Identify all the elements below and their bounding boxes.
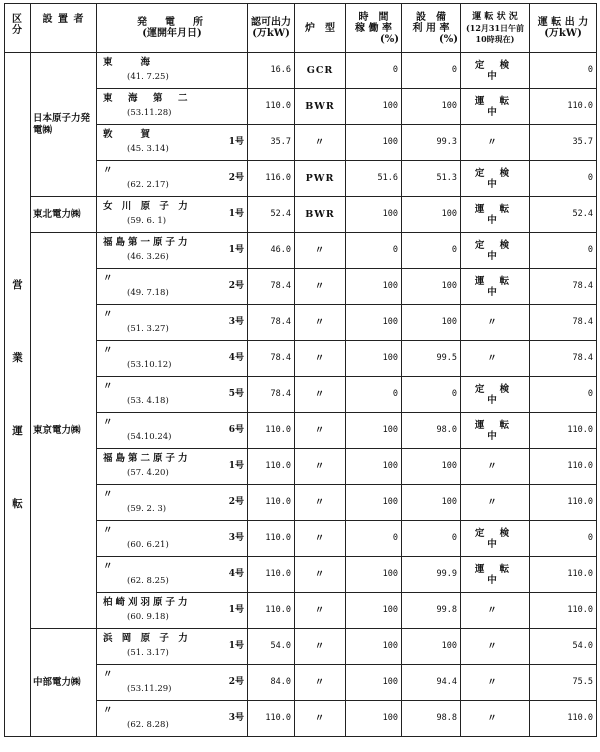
plant-name: 〃 xyxy=(103,561,116,572)
plant-unit: 4号 xyxy=(228,569,244,579)
operator-cell: 東京電力㈱ xyxy=(31,233,97,629)
status-cell: 〃 xyxy=(461,701,530,737)
plant-cell xyxy=(97,305,248,341)
time-rate-cell: 100 xyxy=(346,413,402,449)
status-cell: 定 検 中 xyxy=(461,377,530,413)
capacity-cell: 110.0 xyxy=(248,521,295,557)
capacity-cell: 110.0 xyxy=(248,485,295,521)
plant-cell xyxy=(97,593,248,629)
output-cell: 78.4 xyxy=(530,305,597,341)
status-cell: 定 検 中 xyxy=(461,521,530,557)
header-kyoka: 認可出力 (万kW) xyxy=(248,4,295,53)
plant-start-date: (46. 3.26) xyxy=(127,252,169,262)
output-cell: 54.0 xyxy=(530,629,597,665)
status-cell: 運 転 中 xyxy=(461,413,530,449)
facility-rate-cell: 100 xyxy=(402,269,461,305)
output-cell: 0 xyxy=(530,233,597,269)
plant-name: 福島第一原子力 xyxy=(103,237,191,248)
plant-cell xyxy=(97,53,248,89)
plant-cell xyxy=(97,161,248,197)
capacity-cell: 116.0 xyxy=(248,161,295,197)
facility-rate-cell: 99.9 xyxy=(402,557,461,593)
output-cell: 0 xyxy=(530,377,597,413)
plant-name: 〃 xyxy=(103,345,116,356)
plant-start-date: (62. 8.25) xyxy=(127,576,169,586)
reactor-type-cell: GCR xyxy=(295,53,346,89)
reactor-type-cell: 〃 xyxy=(295,449,346,485)
capacity-cell: 84.0 xyxy=(248,665,295,701)
capacity-cell: 110.0 xyxy=(248,89,295,125)
output-cell: 35.7 xyxy=(530,125,597,161)
plant-cell xyxy=(97,557,248,593)
header-unten: 運 転 状 況 (12月31日午前10時現在) xyxy=(461,4,530,53)
output-cell: 110.0 xyxy=(530,557,597,593)
output-cell: 0 xyxy=(530,53,597,89)
plant-unit: 2号 xyxy=(228,497,244,507)
plant-cell xyxy=(97,89,248,125)
capacity-cell: 110.0 xyxy=(248,449,295,485)
plant-name: 〃 xyxy=(103,525,116,536)
plant-start-date: (53. 4.18) xyxy=(127,396,169,406)
plant-cell xyxy=(97,521,248,557)
header-row xyxy=(5,4,597,53)
reactor-type-cell: 〃 xyxy=(295,665,346,701)
capacity-cell: 46.0 xyxy=(248,233,295,269)
plant-name: 東 海 xyxy=(103,57,154,68)
plant-cell xyxy=(97,197,248,233)
capacity-cell: 52.4 xyxy=(248,197,295,233)
plant-name: 〃 xyxy=(103,381,116,392)
time-rate-cell: 100 xyxy=(346,629,402,665)
time-rate-cell: 0 xyxy=(346,53,402,89)
capacity-cell: 110.0 xyxy=(248,557,295,593)
status-cell: 運 転 中 xyxy=(461,89,530,125)
time-rate-cell: 0 xyxy=(346,521,402,557)
plant-cell xyxy=(97,485,248,521)
header-rogata: 炉 型 xyxy=(295,4,346,53)
header-hatsudensho: 発 電 所 (運開年月日) xyxy=(97,4,248,53)
plant-start-date: (41. 7.25) xyxy=(127,72,169,82)
plant-name: 〃 xyxy=(103,669,116,680)
plant-start-date: (53.11.28) xyxy=(127,108,172,118)
reactor-type-cell: PWR xyxy=(295,161,346,197)
plant-name: 浜 岡 原 子 力 xyxy=(103,633,191,644)
plant-name: 敦 賀 xyxy=(103,129,154,140)
plant-unit: 4号 xyxy=(228,353,244,363)
header-setsubi: 設 備 利 用 率 (%) xyxy=(402,4,461,53)
table-row xyxy=(5,233,597,269)
status-cell: 定 検 中 xyxy=(461,53,530,89)
output-cell: 110.0 xyxy=(530,89,597,125)
plant-unit: 2号 xyxy=(228,677,244,687)
reactor-type-cell: BWR xyxy=(295,197,346,233)
output-cell: 0 xyxy=(530,521,597,557)
plant-unit: 2号 xyxy=(228,281,244,291)
reactor-type-cell: 〃 xyxy=(295,125,346,161)
table-row xyxy=(5,53,597,89)
time-rate-cell: 100 xyxy=(346,449,402,485)
output-cell: 110.0 xyxy=(530,413,597,449)
header-kubun: 区分 xyxy=(5,4,31,53)
facility-rate-cell: 94.4 xyxy=(402,665,461,701)
status-cell: 運 転 中 xyxy=(461,557,530,593)
output-cell: 78.4 xyxy=(530,269,597,305)
plant-cell xyxy=(97,377,248,413)
facility-rate-cell: 100 xyxy=(402,89,461,125)
time-rate-cell: 100 xyxy=(346,665,402,701)
facility-rate-cell: 100 xyxy=(402,197,461,233)
plant-start-date: (53.10.12) xyxy=(127,360,172,370)
plant-name: 東 海 第 二 xyxy=(103,93,191,104)
plant-unit: 1号 xyxy=(228,641,244,651)
time-rate-cell: 100 xyxy=(346,125,402,161)
reactor-type-cell: 〃 xyxy=(295,341,346,377)
reactor-type-cell: BWR xyxy=(295,89,346,125)
plant-name: 柏崎刈羽原子力 xyxy=(103,597,191,608)
plant-cell xyxy=(97,413,248,449)
time-rate-cell: 51.6 xyxy=(346,161,402,197)
facility-rate-cell: 0 xyxy=(402,233,461,269)
time-rate-cell: 100 xyxy=(346,197,402,233)
status-cell: 〃 xyxy=(461,629,530,665)
header-unten-output: 運 転 出 力 (万kW) xyxy=(530,4,597,53)
reactor-type-cell: 〃 xyxy=(295,701,346,737)
output-cell: 110.0 xyxy=(530,449,597,485)
status-cell: 〃 xyxy=(461,305,530,341)
plant-start-date: (62. 8.28) xyxy=(127,720,169,730)
output-cell: 110.0 xyxy=(530,485,597,521)
capacity-cell: 16.6 xyxy=(248,53,295,89)
nuclear-plant-table xyxy=(4,3,597,737)
plant-start-date: (57. 4.20) xyxy=(127,468,169,478)
plant-unit: 2号 xyxy=(228,173,244,183)
capacity-cell: 78.4 xyxy=(248,341,295,377)
plant-start-date: (54.10.24) xyxy=(127,432,172,442)
capacity-cell: 35.7 xyxy=(248,125,295,161)
plant-name: 〃 xyxy=(103,273,116,284)
reactor-type-cell: 〃 xyxy=(295,413,346,449)
reactor-type-cell: 〃 xyxy=(295,557,346,593)
plant-start-date: (60. 6.21) xyxy=(127,540,169,550)
status-cell: 〃 xyxy=(461,665,530,701)
facility-rate-cell: 100 xyxy=(402,485,461,521)
output-cell: 0 xyxy=(530,161,597,197)
facility-rate-cell: 98.0 xyxy=(402,413,461,449)
facility-rate-cell: 100 xyxy=(402,449,461,485)
reactor-type-cell: 〃 xyxy=(295,305,346,341)
table-row xyxy=(5,629,597,665)
facility-rate-cell: 100 xyxy=(402,305,461,341)
plant-unit: 1号 xyxy=(228,209,244,219)
facility-rate-cell: 99.5 xyxy=(402,341,461,377)
plant-cell xyxy=(97,125,248,161)
time-rate-cell: 100 xyxy=(346,89,402,125)
facility-rate-cell: 99.3 xyxy=(402,125,461,161)
plant-name: 〃 xyxy=(103,309,116,320)
output-cell: 110.0 xyxy=(530,701,597,737)
status-cell: 運 転 中 xyxy=(461,269,530,305)
status-cell: 〃 xyxy=(461,341,530,377)
status-cell: 〃 xyxy=(461,449,530,485)
plant-start-date: (53.11.29) xyxy=(127,684,172,694)
plant-unit: 5号 xyxy=(228,389,244,399)
facility-rate-cell: 98.8 xyxy=(402,701,461,737)
plant-name: 福島第二原子力 xyxy=(103,453,191,464)
time-rate-cell: 0 xyxy=(346,377,402,413)
time-rate-cell: 0 xyxy=(346,233,402,269)
category-char: 業 xyxy=(12,351,23,364)
capacity-cell: 78.4 xyxy=(248,377,295,413)
plant-cell xyxy=(97,701,248,737)
reactor-type-cell: 〃 xyxy=(295,233,346,269)
capacity-cell: 110.0 xyxy=(248,413,295,449)
status-cell: 〃 xyxy=(461,125,530,161)
reactor-type-cell: 〃 xyxy=(295,377,346,413)
reactor-type-cell: 〃 xyxy=(295,485,346,521)
plant-start-date: (59. 2. 3) xyxy=(127,504,167,514)
status-cell: 〃 xyxy=(461,485,530,521)
plant-start-date: (60. 9.18) xyxy=(127,612,169,622)
plant-start-date: (45. 3.14) xyxy=(127,144,169,154)
time-rate-cell: 100 xyxy=(346,557,402,593)
plant-start-date: (51. 3.17) xyxy=(127,648,169,658)
plant-start-date: (62. 2.17) xyxy=(127,180,169,190)
category-cell xyxy=(5,53,31,737)
time-rate-cell: 100 xyxy=(346,485,402,521)
plant-cell xyxy=(97,449,248,485)
plant-cell xyxy=(97,341,248,377)
facility-rate-cell: 100 xyxy=(402,629,461,665)
reactor-type-cell: 〃 xyxy=(295,593,346,629)
category-char: 運 xyxy=(12,424,23,437)
header-setchi: 設 置 者 xyxy=(31,4,97,53)
status-cell: 〃 xyxy=(461,593,530,629)
category-char: 営 xyxy=(12,278,23,291)
output-cell: 75.5 xyxy=(530,665,597,701)
status-cell: 運 転 中 xyxy=(461,197,530,233)
plant-start-date: (49. 7.18) xyxy=(127,288,169,298)
capacity-cell: 110.0 xyxy=(248,593,295,629)
capacity-cell: 78.4 xyxy=(248,305,295,341)
facility-rate-cell: 0 xyxy=(402,521,461,557)
plant-name: 〃 xyxy=(103,489,116,500)
capacity-cell: 78.4 xyxy=(248,269,295,305)
plant-unit: 1号 xyxy=(228,245,244,255)
reactor-type-cell: 〃 xyxy=(295,629,346,665)
plant-unit: 1号 xyxy=(228,461,244,471)
plant-name: 女 川 原 子 力 xyxy=(103,201,191,212)
table-row xyxy=(5,197,597,233)
output-cell: 52.4 xyxy=(530,197,597,233)
time-rate-cell: 100 xyxy=(346,341,402,377)
operator-cell: 中部電力㈱ xyxy=(31,629,97,737)
plant-start-date: (51. 3.27) xyxy=(127,324,169,334)
reactor-type-cell: 〃 xyxy=(295,521,346,557)
reactor-type-cell: 〃 xyxy=(295,269,346,305)
operator-cell: 東北電力㈱ xyxy=(31,197,97,233)
time-rate-cell: 100 xyxy=(346,701,402,737)
output-cell: 78.4 xyxy=(530,341,597,377)
plant-unit: 6号 xyxy=(228,425,244,435)
plant-unit: 3号 xyxy=(228,533,244,543)
operator-cell: 日本原子力発電㈱ xyxy=(31,53,97,197)
plant-cell xyxy=(97,233,248,269)
time-rate-cell: 100 xyxy=(346,593,402,629)
plant-unit: 1号 xyxy=(228,605,244,615)
plant-unit: 3号 xyxy=(228,713,244,723)
capacity-cell: 110.0 xyxy=(248,701,295,737)
plant-unit: 1号 xyxy=(228,137,244,147)
category-char: 転 xyxy=(12,497,23,510)
plant-name: 〃 xyxy=(103,705,116,716)
status-cell: 定 検 中 xyxy=(461,161,530,197)
time-rate-cell: 100 xyxy=(346,269,402,305)
facility-rate-cell: 99.8 xyxy=(402,593,461,629)
status-cell: 定 検 中 xyxy=(461,233,530,269)
plant-cell xyxy=(97,665,248,701)
output-cell: 110.0 xyxy=(530,593,597,629)
facility-rate-cell: 51.3 xyxy=(402,161,461,197)
time-rate-cell: 100 xyxy=(346,305,402,341)
plant-cell xyxy=(97,629,248,665)
header-jikan: 時 間 稼 働 率 (%) xyxy=(346,4,402,53)
facility-rate-cell: 0 xyxy=(402,377,461,413)
capacity-cell: 54.0 xyxy=(248,629,295,665)
plant-name: 〃 xyxy=(103,417,116,428)
plant-start-date: (59. 6. 1) xyxy=(127,216,167,226)
plant-unit: 3号 xyxy=(228,317,244,327)
plant-name: 〃 xyxy=(103,165,116,176)
facility-rate-cell: 0 xyxy=(402,53,461,89)
plant-cell xyxy=(97,269,248,305)
